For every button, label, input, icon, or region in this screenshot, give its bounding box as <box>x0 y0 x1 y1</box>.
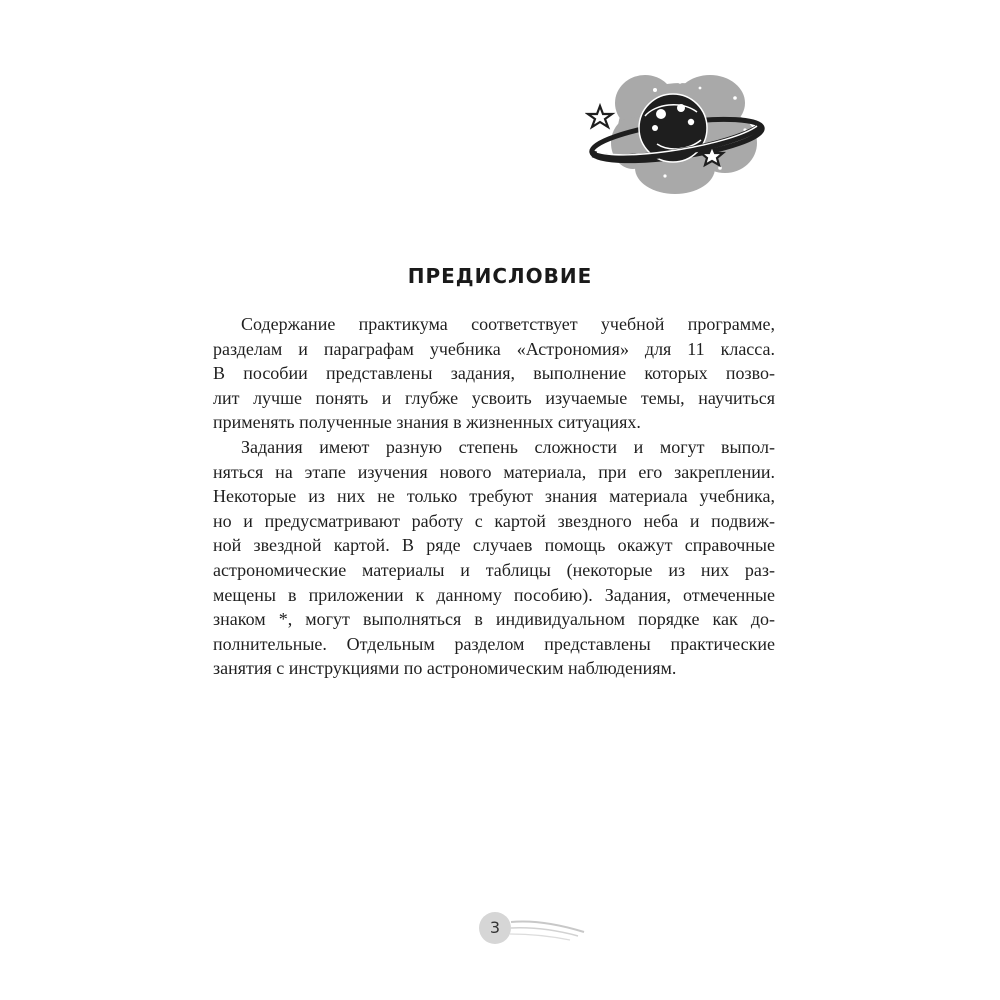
text-line: применять полученные знания в жизненных ситуациях. <box>213 412 641 433</box>
outline-star-left-icon <box>588 106 612 127</box>
text-line: разделам и параграфам учебника «Астрономия» для 11 класса. <box>213 338 775 359</box>
paragraph <box>213 435 775 681</box>
text-line: Задания имеют разную степень сложности и могут выпол- <box>241 436 775 457</box>
text-line: Содержание практикума соответствует учебной программе, <box>241 314 775 334</box>
page-number: 3 <box>489 918 501 937</box>
text-line: Некоторые из них не только требуют знания материала учебника, <box>213 486 775 507</box>
text-line: занятия с инструкциями по астрономическим наблюдениям. <box>213 658 677 679</box>
text-line: но и предусматривают работу с картой звездного неба и подвиж- <box>213 510 775 531</box>
planet-illustration-icon <box>585 68 765 198</box>
text-line: полнительные. Отдельным разделом представлены практические <box>213 633 775 654</box>
text-line: знаком *, могут выполняться в индивидуальном порядке как до- <box>213 609 775 630</box>
text-line: В пособии представлены задания, выполнение которых позво- <box>213 363 775 384</box>
text-line: ной звездной картой. В ряде случаев помощь окажут справочные <box>213 535 775 556</box>
text-line: астрономические материалы и таблицы (некоторые из них раз- <box>213 559 775 580</box>
text-line: лит лучше понять и глубже усвоить изучаемые темы, научиться <box>213 387 775 408</box>
page-title: ПРЕДИСЛОВИЕ <box>407 264 593 288</box>
preface-text <box>213 312 775 681</box>
paragraph <box>213 312 775 435</box>
text-line: няться на этапе изучения нового материала, при его закреплении. <box>213 461 775 482</box>
text-line: мещены в приложении к данному пособию). Задания, отмеченные <box>213 584 775 605</box>
